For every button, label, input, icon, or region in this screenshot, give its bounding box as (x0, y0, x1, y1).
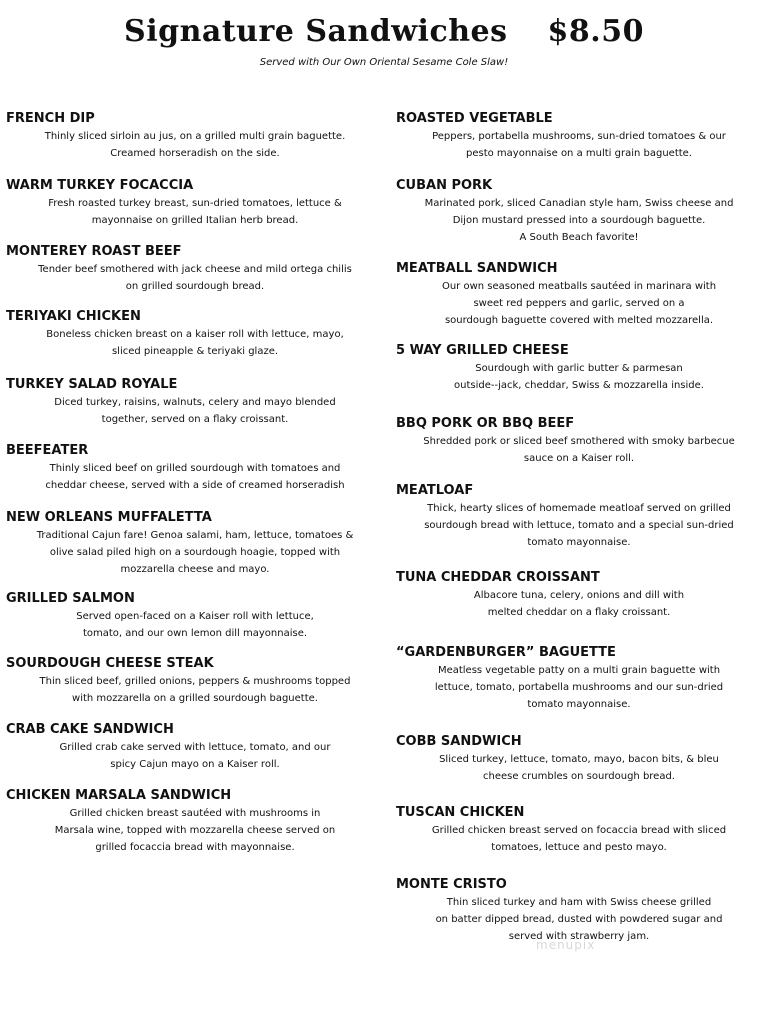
menu-item-monterey-roast-beef (6, 243, 384, 295)
item-name: BEEFEATER (6, 443, 89, 458)
item-name: MEATLOAF (396, 483, 474, 498)
menu-item-warm-turkey-focaccia (6, 177, 384, 229)
menu-item-tuscan-chicken (396, 804, 762, 856)
item-description: Thin sliced turkey and ham with Swiss cheese grilled on batter dipped bread, dusted with powdered sugar and served with strawberry jam. (435, 897, 723, 942)
item-description: Sourdough with garlic butter & parmesan outside--jack, cheddar, Swiss & mozzarella inside. (454, 363, 704, 391)
item-description: Fresh roasted turkey breast, sun-dried tomatoes, lettuce & mayonnaise on grilled Italian herb bread. (48, 198, 342, 226)
menu-item-turkey-salad-royale (6, 376, 384, 428)
item-name: ROASTED VEGETABLE (396, 111, 553, 126)
item-description: Sliced turkey, lettuce, tomato, mayo, bacon bits, & bleu cheese crumbles on sourdough bread. (439, 754, 719, 782)
item-description: Meatless vegetable patty on a multi grain baguette with lettuce, tomato, portabella mushrooms and our sun-dried tomato mayonnaise. (434, 665, 724, 710)
item-description: Albacore tuna, celery, onions and dill with melted cheddar on a flaky croissant. (473, 590, 685, 618)
subtitle: Served with Our Own Oriental Sesame Cole Slaw! (259, 57, 509, 68)
item-description: Served open-faced on a Kaiser roll with lettuce, tomato, and our own lemon dill mayonnaise. (76, 611, 314, 639)
item-name: BBQ PORK OR BBQ BEEF (396, 416, 575, 431)
menu-item-french-dip (6, 110, 384, 162)
item-name: MONTE CRISTO (396, 877, 507, 892)
item-description: Boneless chicken breast on a kaiser roll with lettuce, mayo, sliced pineapple & teriyaki glaze. (46, 329, 344, 357)
menu-header (0, 14, 768, 68)
item-name: FRENCH DIP (6, 111, 95, 126)
item-description: Grilled crab cake served with lettuce, tomato, and our spicy Cajun mayo on a Kaiser roll. (59, 742, 331, 770)
item-name: TUNA CHEDDAR CROISSANT (396, 570, 600, 585)
menu-item-grilled-salmon (6, 590, 384, 642)
item-description: Grilled chicken breast served on focaccia bread with sliced tomatoes, lettuce and pesto mayo. (431, 825, 727, 853)
menu-item-meatball-sandwich (396, 260, 762, 329)
item-description: Marinated pork, sliced Canadian style ham, Swiss cheese and Dijon mustard pressed into a sourdough baguette. A South Beach favorite! (424, 198, 734, 243)
item-description: Tender beef smothered with jack cheese and mild ortega chilis on grilled sourdough bread. (38, 264, 352, 292)
menu-item-beefeater (6, 442, 384, 494)
item-description: Peppers, portabella mushrooms, sun-dried tomatoes & our pesto mayonnaise on a multi grain baguette. (432, 131, 726, 159)
item-description: Thick, hearty slices of homemade meatloaf served on grilled sourdough bread with lettuce, tomato and a special sun-dried tomato mayonnaise. (424, 503, 734, 548)
menu-item-gardenburger-baguette (396, 644, 762, 713)
page-title (0, 14, 768, 49)
item-description: Thinly sliced beef on grilled sourdough with tomatoes and cheddar cheese, served with a side of creamed horseradish (45, 463, 345, 491)
item-name: TERIYAKI CHICKEN (6, 309, 141, 324)
menu-item-tuna-cheddar-croissant (396, 569, 762, 621)
item-name: TURKEY SALAD ROYALE (6, 377, 178, 392)
menu-item-cobb-sandwich (396, 733, 762, 785)
item-description: Thin sliced beef, grilled onions, peppers & mushrooms topped with mozzarella on a grilled sourdough baguette. (39, 676, 351, 704)
item-name: TUSCAN CHICKEN (396, 805, 525, 820)
item-description: Our own seasoned meatballs sautéed in marinara with sweet red peppers and garlic, served on a sourdough baguette covered with melted mozzarella. (441, 281, 717, 326)
menu-item-5-way-grilled-cheese (396, 342, 762, 394)
watermark: menupix (536, 938, 596, 952)
item-name: GRILLED SALMON (6, 591, 135, 606)
item-name: SOURDOUGH CHEESE STEAK (6, 656, 214, 671)
item-name: MONTEREY ROAST BEEF (6, 244, 182, 259)
item-name: CRAB CAKE SANDWICH (6, 722, 174, 737)
menu-item-meatloaf (396, 482, 762, 551)
menu-item-roasted-vegetable (396, 110, 762, 162)
item-description: Traditional Cajun fare! Genoa salami, ham, lettuce, tomatoes & olive salad piled high on a sourdough hoagie, topped with mozzarella cheese and mayo. (36, 530, 354, 575)
menu-item-cuban-pork (396, 177, 762, 246)
item-name: “GARDENBURGER” BAGUETTE (396, 645, 616, 660)
menu-item-chicken-marsala-sandwich (6, 787, 384, 856)
menu-item-monte-cristo (396, 876, 762, 945)
item-name: CUBAN PORK (396, 178, 493, 193)
menu-item-bbq-pork-or-bbq-beef (396, 415, 762, 467)
item-description: Shredded pork or sliced beef smothered with smoky barbecue sauce on a Kaiser roll. (423, 436, 735, 464)
item-name: 5 WAY GRILLED CHEESE (396, 343, 569, 358)
item-description: Diced turkey, raisins, walnuts, celery and mayo blended together, served on a flaky croissant. (54, 397, 336, 425)
item-description: Grilled chicken breast sautéed with mushrooms in Marsala wine, topped with mozzarella cheese served on grilled focaccia bread with mayonnaise. (54, 808, 336, 853)
item-name: CHICKEN MARSALA SANDWICH (6, 788, 232, 803)
price-label: $8.50 (547, 14, 644, 49)
menu-item-teriyaki-chicken (6, 308, 384, 360)
menu-item-crab-cake-sandwich (6, 721, 384, 773)
title-text: Signature Sandwiches (124, 14, 508, 49)
item-name: MEATBALL SANDWICH (396, 261, 558, 276)
item-name: NEW ORLEANS MUFFALETTA (6, 510, 212, 525)
menu-item-sourdough-cheese-steak (6, 655, 384, 707)
item-name: WARM TURKEY FOCACCIA (6, 178, 194, 193)
item-description: Thinly sliced sirloin au jus, on a grilled multi grain baguette. Creamed horseradish on the side. (44, 131, 346, 159)
menu-item-new-orleans-muffaletta (6, 509, 384, 578)
item-name: COBB SANDWICH (396, 734, 522, 749)
